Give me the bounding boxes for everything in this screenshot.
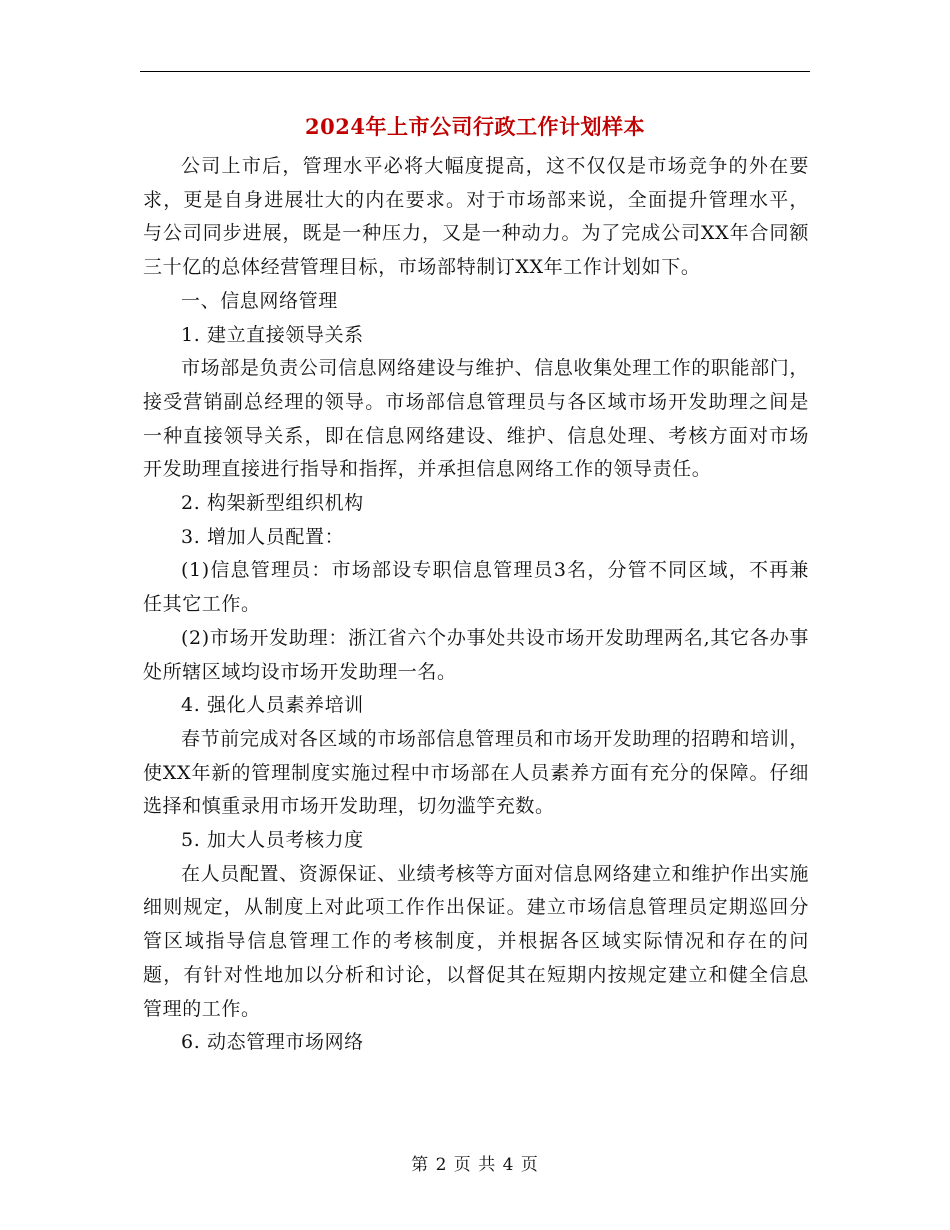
section-heading: 一、信息网络管理 [181,289,338,312]
header-rule [140,71,810,72]
subheading: 6. 动态管理市场网络 [181,1031,364,1054]
subheading: 5. 加大人员考核力度 [181,829,364,852]
subheading: 4. 强化人员素养培训 [181,694,364,717]
subheading: 2. 构架新型组织机构 [181,492,364,515]
paragraph-intro: 公司上市后，管理水平必将大幅度提高，这不仅仅是市场竞争的外在要求，更是自身进展壮大的内在要求。对于市场部来说，全面提升管理水平，与公司同步进展，既是一种压力，又是一种动力。为了完成公司XX年合同额三十亿的总体经营管理目标，市场部特制订XX年工作计划如下。 [143,155,809,279]
subheading: 3. 增加人员配置： [181,525,345,548]
subheading: 1. 建立直接领导关系 [181,323,364,346]
paragraph: 春节前完成对各区域的市场部信息管理员和市场开发助理的招聘和培训，使XX年新的管理制度实施过程中市场部在人员素养方面有充分的保障。仔细选择和慎重录用市场开发助理，切勿滥竽充数。 [143,727,809,818]
list-item: (1)信息管理员：市场部设专职信息管理员3名，分管不同区域，不再兼任其它工作。 [143,559,809,616]
paragraph: 在人员配置、资源保证、业绩考核等方面对信息网络建立和维护作出实施细则规定，从制度上对此项工作作出保证。建立市场信息管理员定期巡回分管区域指导信息管理工作的考核制度，并根据各区域实际情况和存在的问题，有针对性地加以分析和讨论，以督促其在短期内按规定建立和健全信息管理的工作。 [143,862,809,1020]
document-body [143,150,809,1060]
paragraph: 市场部是负责公司信息网络建设与维护、信息收集处理工作的职能部门，接受营销副总经理的领导。市场部信息管理员与各区域市场开发助理之间是一种直接领导关系，即在信息网络建设、维护、信息处理、考核方面对市场开发助理直接进行指导和指挥，并承担信息网络工作的领导责任。 [143,357,809,481]
document-title: 2024年上市公司行政工作计划样本 [305,114,645,139]
page-footer: 第 2 页 共 4 页 [411,1155,539,1175]
list-item: (2)市场开发助理：浙江省六个办事处共设市场开发助理两名,其它各办事处所辖区域均设市场开发助理一名。 [143,626,809,683]
